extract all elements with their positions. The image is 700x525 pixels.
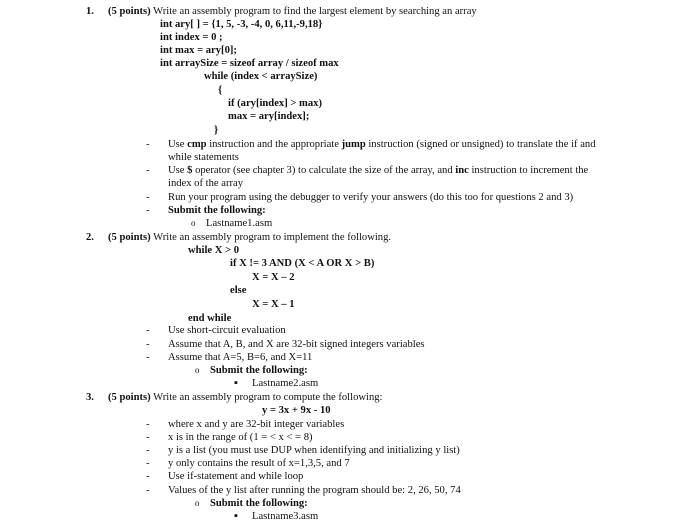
q1-bullet-cmp: - Use cmp instruction and the appropriate jump instruction (signed or unsigned) to translate the if and <box>168 138 596 151</box>
q3-bullet: - y only contains the result of x=1,3,5, and 7 <box>168 457 350 470</box>
q3-bullet: - y is a list (you must use DUP when identifying and initializing y list) <box>168 444 460 457</box>
q2-code-line: X = X – 2 <box>252 272 295 283</box>
q1-bullet-sizeof-cont: index of the array <box>168 178 244 189</box>
q2-title: Write an assembly program to implement the following. <box>153 232 392 243</box>
q1-code-line: int arraySize = sizeof array / sizeof max <box>160 58 339 69</box>
q2-bullet: - Assume that A=5, B=6, and X=11 <box>168 351 312 364</box>
q3-bullet: - Values of the y list after running the program should be: 2, 26, 50, 74 <box>168 484 461 497</box>
q1-header <box>108 5 477 18</box>
q3-points: (5 points) <box>108 392 151 403</box>
q3-submit: o Submit the following: <box>210 497 308 510</box>
q1-points: (5 points) <box>108 6 151 17</box>
q3-number: 3. <box>86 392 94 403</box>
q3-bullet: - x is in the range of (1 = < x < = 8) <box>168 431 313 444</box>
q3-bullet: - where x and y are 32-bit integer variables <box>168 418 344 431</box>
q2-code-line: else <box>230 285 247 296</box>
q2-header <box>108 231 391 244</box>
q2-code-line: if X != 3 AND (X < A OR X > B) <box>230 258 375 269</box>
q1-number: 1. <box>86 6 94 17</box>
q1-code-line: { <box>218 85 223 96</box>
q3-bullet: - Use if-statement and while loop <box>168 470 303 483</box>
q3-title: Write an assembly program to compute the following: <box>153 392 383 403</box>
q1-code-line: int index = 0 ; <box>160 32 223 43</box>
q2-number: 2. <box>86 232 94 243</box>
q1-title: Write an assembly program to find the largest element by searching an array <box>153 6 477 17</box>
q1-code-line: while (index < arraySize) <box>204 71 318 82</box>
q1-code-line: } <box>214 125 219 136</box>
q1-bullet-submit: - Submit the following: <box>168 204 266 217</box>
q3-file: ▪ Lastname3.asm <box>252 510 318 523</box>
q3-formula: y = 3x + 9x - 10 <box>262 405 331 416</box>
q1-file: o Lastname1.asm <box>206 217 272 230</box>
q3-header <box>108 391 383 404</box>
q1-code-line: int ary[ ] = {1, 5, -3, -4, 0, 6,11,-9,18} <box>160 19 323 30</box>
q2-points: (5 points) <box>108 232 151 243</box>
q1-code-line: int max = ary[0]; <box>160 45 237 56</box>
q2-file: ▪ Lastname2.asm <box>252 377 318 390</box>
q1-bullet-debugger: - Run your program using the debugger to verify your answers (do this too for questions 2 and 3) <box>168 191 573 204</box>
q1-code-line: if (ary[index] > max) <box>228 98 323 109</box>
q1-bullet-sizeof: - Use $ operator (see chapter 3) to calculate the size of the array, and inc instruction to increment the <box>168 164 588 177</box>
q2-bullet: - Assume that A, B, and X are 32-bit signed integers variables <box>168 338 425 351</box>
q2-submit: o Submit the following: <box>210 364 308 377</box>
q1-bullet-cmp-cont: while statements <box>168 152 239 163</box>
q2-code-line: end while <box>188 313 232 324</box>
q2-bullet: - Use short-circuit evaluation <box>168 324 286 337</box>
q1-code-line: max = ary[index]; <box>228 111 310 122</box>
q2-code-line: X = X – 1 <box>252 299 295 310</box>
q2-code-line: while X > 0 <box>188 245 240 256</box>
